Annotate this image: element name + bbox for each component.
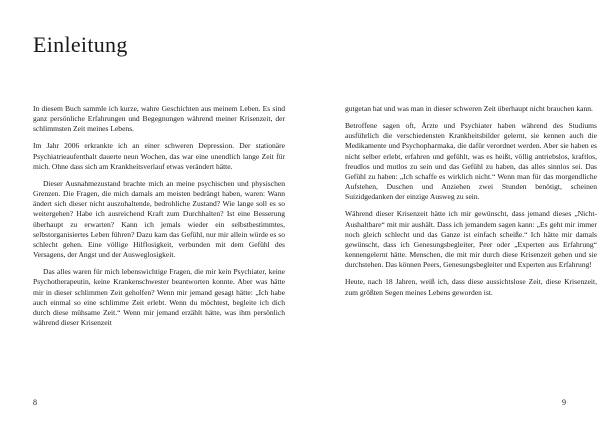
chapter-title: Einleitung (33, 32, 128, 57)
paragraph: Im Jahr 2006 erkrankte ich an einer schweren Depression. Der stationäre Psychiatrieaufenthalt dauerte neun Wochen, das war eine unendlich lange Zeit für mich. Ohne dass sich am Krankheitsverlauf etwas verändert hätte. (33, 141, 285, 171)
paragraph: Während dieser Krisenzeit hätte ich mir gewünscht, dass jemand dieses „Nicht-Aushaltbare“ mit mir aushält. Dass ich jemandem sagen kann: „Es geht mir immer noch gleich schlecht und das Ganze ist einfach scheiße.“ Ich hätte mir damals gewünscht, dass ich Genesungsbegleiter, Peer oder „Experten aus Erfahrung“ kennengelernt hätte. Menschen, die mit mir durch diese Krisenzeit gehen und sie durchstehen. Das können Peers, Genesungsbegleiter und Experten aus Erfahrung! (345, 209, 597, 270)
paragraph: Das alles waren für mich lebenswichtige Fragen, die mir kein Psychiater, keine Psychotherapeutin, keine Krankenschwester beantworten konnte. Aber was hätte mir in dieser schlimmen Zeit geholfen? Wenn mir jemand gesagt hätte: „Ich habe auch einmal so eine schlimme Zeit erlebt. Wenn du möchtest, begleite ich dich durch diese mühsame Zeit.“ Wenn mir jemand erzählt hätte, was ihm persönlich während dieser Krisenzeit (33, 267, 285, 328)
right-text-column (345, 104, 597, 305)
paragraph: Betroffene sagen oft, Ärzte und Psychiater haben während des Studiums ausführlich die verschiedensten Krankheitsbilder gelernt, sie kennen auch die Medikamente und Psychopharmaka, die dafür verordnet werden. Aber sie haben es nicht selber erlebt, erfahren und gefühlt, was es heißt, völlig antriebslos, kraftlos, freudlos und mutlos zu sein und das Gefühl zu haben, das alles sinnlos sei. Das Gefühl zu haben: „Ich schaffe es wirklich nicht.“ Wenn man für das morgendliche Aufstehen, Duschen und Anziehen zwei Stunden benötigt, scheinen Suizidgedanken der einzige Ausweg zu sein. (345, 121, 597, 202)
page-number-left: 8 (33, 398, 37, 407)
paragraph: gutgetan hat und was man in dieser schweren Zeit überhaupt nicht brauchen kann. (345, 104, 593, 113)
right-page (300, 0, 600, 426)
left-text-column (33, 104, 285, 335)
paragraph: Heute, nach 18 Jahren, weiß ich, dass diese aussichtslose Zeit, diese Krisenzeit, zum größten Segen meines Lebens geworden ist. (345, 277, 597, 297)
paragraph: In diesem Buch sammle ich kurze, wahre Geschichten aus meinem Leben. Es sind ganz persönliche Erfahrungen und Begegnungen während meiner Krisenzeit, der schlimmsten Zeit meines Lebens. (33, 104, 285, 134)
paragraph: Dieser Ausnahmezustand brachte mich an meine psychischen und physischen Grenzen. Die Fragen, die mich damals am meisten bedrängt haben, waren: Wann ändert sich dieser nicht auszuhaltende, bedrohliche Zustand? Wie lange soll es so weitergehen? Habe ich ausreichend Kraft zum Durchhalten? Ist eine Besserung überhaupt zu erwarten? Kann ich jemals wieder ein selbstbestimmtes, selbstorganisiertes Leben führen? Dazu kam das Gefühl, nur mir allein würde es so schlecht gehen. Eine völlige Hilflosigkeit, verbunden mit dem Gefühl des Versagens, der Angst und der Ausweglosigkeit. (33, 178, 285, 260)
page-number-right: 9 (562, 398, 566, 407)
